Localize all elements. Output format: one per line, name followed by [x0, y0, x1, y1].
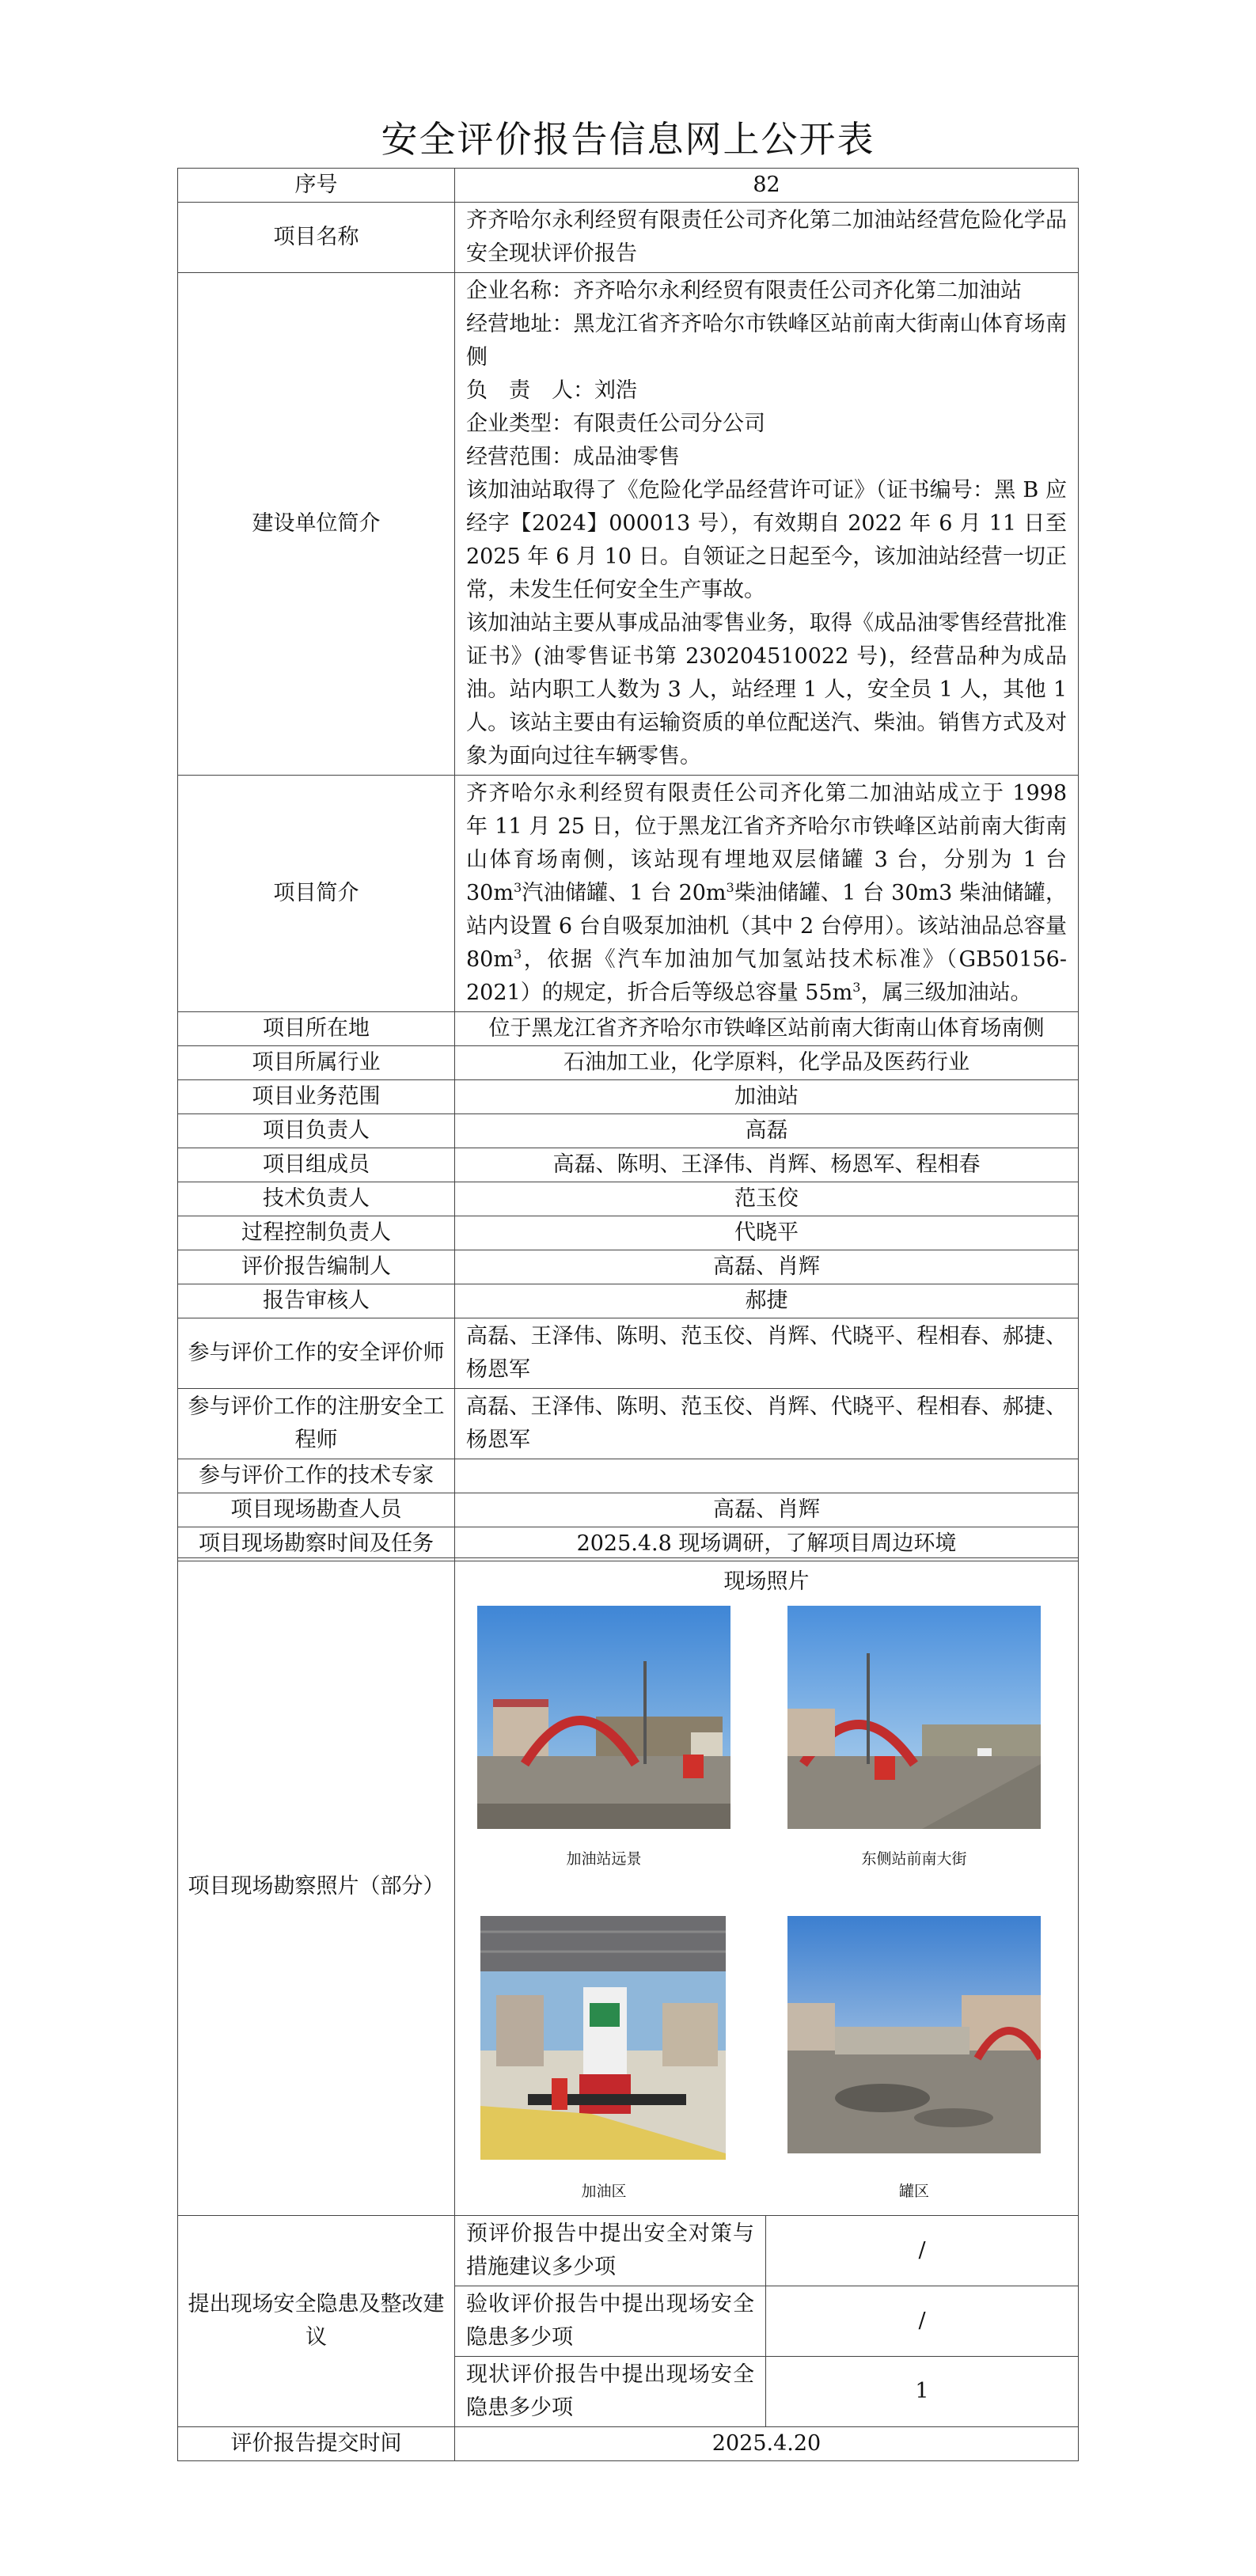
serial-label: 序号: [178, 169, 455, 203]
intro-sup-2: 3: [726, 880, 734, 895]
caption-distant-view: 加油站远景: [566, 1851, 642, 1868]
photos-title: 现场照片: [723, 1569, 810, 1594]
process-leader-value: 代晓平: [455, 1216, 1079, 1250]
members-value: 高磊、陈明、王泽伟、肖辉、杨恩军、程相春: [455, 1148, 1079, 1182]
row-process-leader: [178, 1216, 1079, 1250]
row-reviewer: [178, 1284, 1079, 1318]
unit-line-address: 经营地址：黑龙江省齐齐哈尔市铁峰区站前南大街南山体育场南侧: [466, 312, 1067, 370]
unit-line-type: 企业类型：有限责任公司分公司: [466, 412, 765, 436]
surveyors-value: 高磊、肖辉: [455, 1493, 1079, 1527]
survey-time-label: 项目现场勘察时间及任务: [178, 1527, 455, 1561]
intro-part-2: 汽油储罐、1 台 20m: [522, 881, 727, 905]
submit-time-label: 评价报告提交时间: [178, 2427, 455, 2461]
location-value: 位于黑龙江省齐齐哈尔市铁峰区站前南大街南山体育场南侧: [455, 1012, 1079, 1046]
unit-line-license: 该加油站取得了《危险化学品经营许可证》（证书编号：黑 B 应经字【2024】000013 号），有效期自 2022 年 6 月 11 日至 2025 年 6 月 10 日。自领证之日起至今，该加油站经营一切正常，未发生任何安全生产事故。: [466, 478, 1067, 602]
reviewer-label: 报告审核人: [178, 1284, 455, 1318]
experts-label: 参与评价工作的技术专家: [178, 1459, 455, 1493]
survey-time-value: 2025.4.8 现场调研，了解项目周边环境: [455, 1527, 1079, 1561]
process-leader-label: 过程控制负责人: [178, 1216, 455, 1250]
leader-value: 高磊: [455, 1114, 1079, 1148]
members-label: 项目组成员: [178, 1148, 455, 1182]
page-title: 安全评价报告信息网上公开表: [381, 118, 875, 161]
project-name-label: 项目名称: [178, 203, 455, 273]
tech-leader-label: 技术负责人: [178, 1182, 455, 1216]
intro-part-3: 柴油储罐、1 台 30m3 柴油储罐，站内设置 6 台自吸泵加油机（其中 2 台停用）。该站油品总容量 80m: [466, 881, 1067, 972]
row-scope: [178, 1080, 1079, 1114]
intro-part-4: ，依据《汽车加油加气加氢站技术标准》（GB50156-2021）的规定，折合后等级总容量 55m: [466, 947, 1067, 1005]
hazard-current-question: 现状评价报告中提出现场安全隐患多少项: [455, 2357, 766, 2427]
unit-line-business: 该加油站主要从事成品油零售业务，取得《成品油零售经营批准证书》(油零售证书第 230204510022 号)，经营品种为成品油。站内职工人数为 3 人，站经理 1 人，安全员 1 人，其他 1 人。该站主要由有运输资质的单位配送汽、柴油。销售方式及对象为面向过往车辆零售。: [466, 611, 1067, 768]
reviewer-value: 郝捷: [455, 1284, 1079, 1318]
project-intro-label: 项目简介: [178, 776, 455, 1012]
row-registered-engineers: [178, 1389, 1079, 1459]
hazards-label: 提出现场安全隐患及整改建议: [178, 2216, 455, 2427]
serial-value: 82: [455, 169, 1079, 203]
caption-tank-area: 罐区: [898, 2183, 929, 2200]
safety-evaluators-label: 参与评价工作的安全评价师: [178, 1318, 455, 1389]
unit-line-range: 经营范围：成品油零售: [466, 445, 680, 469]
intro-part-5: ，属三级加油站。: [860, 981, 1032, 1005]
surveyors-label: 项目现场勘查人员: [178, 1493, 455, 1527]
leader-label: 项目负责人: [178, 1114, 455, 1148]
row-survey-time: [178, 1527, 1079, 1561]
intro-part-1: 齐齐哈尔永利经贸有限责任公司齐化第二加油站成立于 1998 年 11 月 25 日，位于黑龙江省齐齐哈尔市铁峰区站前南大街南山体育场南侧，该站现有埋地双层储罐 3 台，分别为 1 台 30m: [466, 781, 1067, 905]
tech-leader-value: 范玉佼: [455, 1182, 1079, 1216]
row-photos: [178, 1558, 1079, 2216]
experts-value: [455, 1459, 1079, 1493]
unit-intro-label: 建设单位简介: [178, 273, 455, 776]
registered-engineers-value: 高磊、王泽伟、陈明、范玉佼、肖辉、代晓平、程相春、郝捷、杨恩军: [455, 1389, 1079, 1459]
row-industry: [178, 1046, 1079, 1080]
info-table: [177, 168, 1079, 1561]
safety-evaluators-value: 高磊、王泽伟、陈明、范玉佼、肖辉、代晓平、程相春、郝捷、杨恩军: [455, 1318, 1079, 1389]
industry-label: 项目所属行业: [178, 1046, 455, 1080]
unit-line-person: 负 责 人：刘浩: [466, 378, 637, 403]
row-hazard-pre: [178, 2216, 1079, 2286]
photo-distant-view: [477, 1606, 730, 1829]
row-safety-evaluators: [178, 1318, 1079, 1389]
intro-sup-1: 3: [513, 880, 522, 895]
registered-engineers-label: 参与评价工作的注册安全工程师: [178, 1389, 455, 1459]
photo-tank-area: [787, 1916, 1041, 2153]
hazard-acceptance-value: /: [766, 2286, 1079, 2357]
row-unit-intro: [178, 273, 1079, 776]
unit-line-company: 企业名称：齐齐哈尔永利经贸有限责任公司齐化第二加油站: [466, 279, 1022, 303]
hazard-acceptance-question: 验收评价报告中提出现场安全隐患多少项: [455, 2286, 766, 2357]
project-intro-value: [455, 776, 1079, 1012]
industry-value: 石油加工业，化学原料，化学品及医药行业: [455, 1046, 1079, 1080]
photo-grid: [455, 1606, 1078, 2215]
intro-sup-3: 3: [513, 947, 522, 962]
project-name-value: 齐齐哈尔永利经贸有限责任公司齐化第二加油站经营危险化学品安全现状评价报告: [455, 203, 1079, 273]
unit-intro-value: [455, 273, 1079, 776]
row-members: [178, 1148, 1079, 1182]
row-location: [178, 1012, 1079, 1046]
row-submit-time: [178, 2427, 1079, 2461]
row-experts: [178, 1459, 1079, 1493]
hazard-pre-value: /: [766, 2216, 1079, 2286]
photos-label: 项目现场勘察照片（部分）: [178, 1558, 455, 2216]
photo-east-street: [787, 1606, 1041, 1829]
row-serial: [178, 169, 1079, 203]
photo-refueling-area: [480, 1916, 726, 2160]
editors-label: 评价报告编制人: [178, 1250, 455, 1284]
location-label: 项目所在地: [178, 1012, 455, 1046]
caption-refueling-area: 加油区: [581, 2183, 627, 2200]
row-project-name: [178, 203, 1079, 273]
editors-value: 高磊、肖辉: [455, 1250, 1079, 1284]
scope-label: 项目业务范围: [178, 1080, 455, 1114]
row-leader: [178, 1114, 1079, 1148]
hazard-pre-question: 预评价报告中提出安全对策与措施建议多少项: [455, 2216, 766, 2286]
submit-time-value: 2025.4.20: [455, 2427, 1079, 2461]
row-project-intro: [178, 776, 1079, 1012]
hazard-current-value: 1: [766, 2357, 1079, 2427]
row-tech-leader: [178, 1182, 1079, 1216]
photos-cell: [455, 1558, 1079, 2216]
intro-sup-4: 3: [852, 980, 861, 995]
photos-table: [177, 1557, 1079, 2461]
caption-east-street: 东侧站前南大街: [861, 1851, 967, 1868]
row-editors: [178, 1250, 1079, 1284]
scope-value: 加油站: [455, 1080, 1079, 1114]
row-surveyors: [178, 1493, 1079, 1527]
